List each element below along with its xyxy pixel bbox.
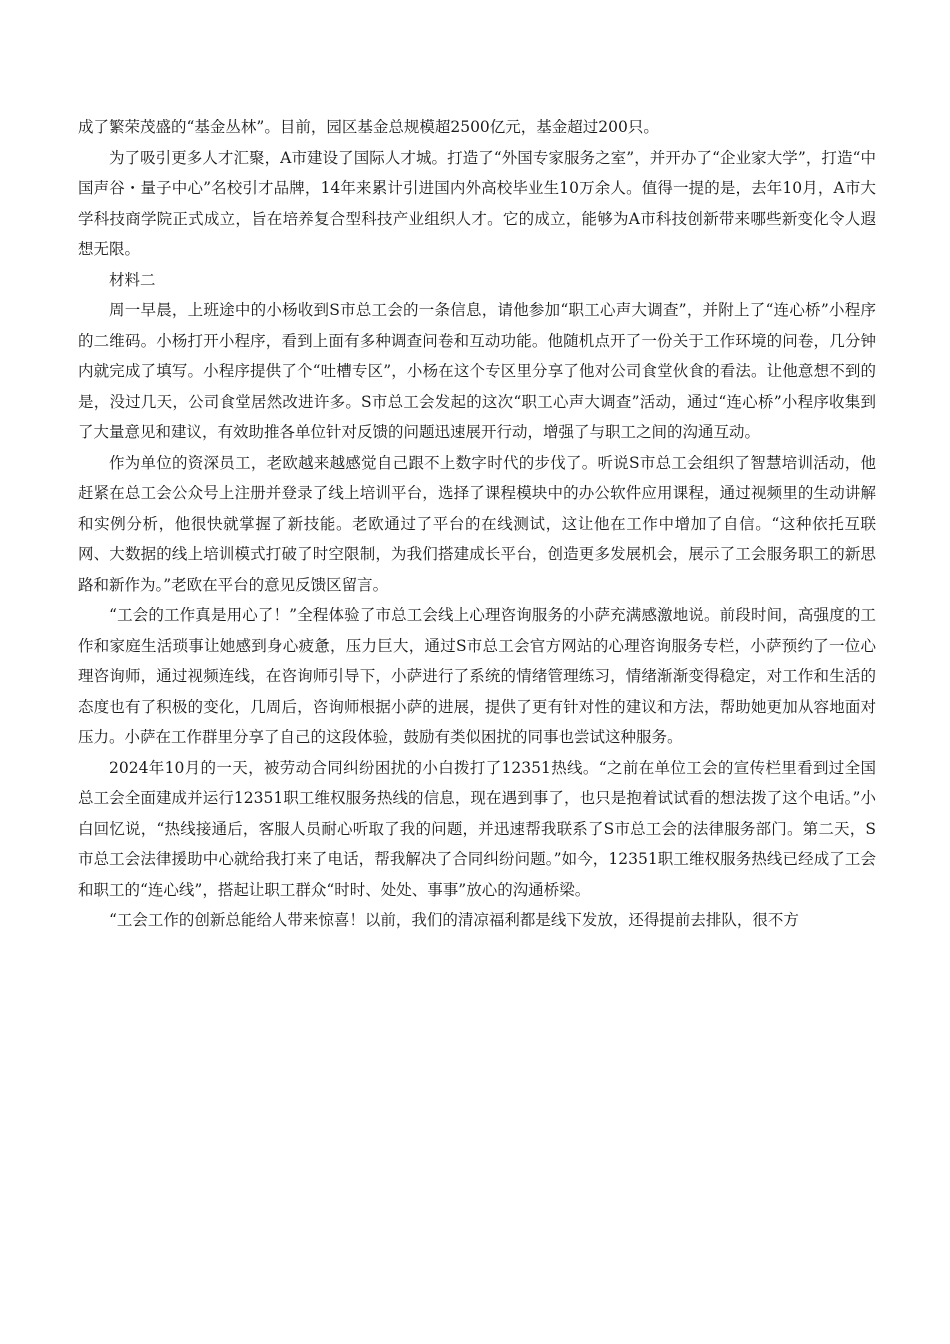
paragraph-fund-forest: 成了繁荣茂盛的“基金丛林”。目前，园区基金总规模超2500亿元，基金超过200只。 <box>78 118 659 136</box>
paragraph-xiaosa: “工会的工作真是用心了！”全程体验了市总工会线上心理咨询服务的小萨充满感激地说。前段时间，高强度的工作和家庭生活琐事让她感到身心疲惫，压力巨大，通过S市总工会官方网站的心理咨询服务专栏，小萨预约了一位心理咨询师，通过视频连线，在咨询师引导下，小萨进行了系统的情绪管理练习，情绪渐渐变得稳定，对工作和生活的态度也有了积极的变化，几周后，咨询师根据小萨的进展，提供了更有针对性的建议和方法，帮助她更加从容地面对压力。小萨在工作群里分享了自己的这段体验，鼓励有类似困扰的同事也尝试这种服务。 <box>78 606 876 746</box>
paragraph-laoou: 作为单位的资深员工，老欧越来越感觉自己跟不上数字时代的步伐了。听说S市总工会组织了智慧培训活动，他赶紧在总工会公众号上注册并登录了线上培训平台，选择了课程模块中的办公软件应用课程，通过视频里的生动讲解和实例分析，他很快就掌握了新技能。老欧通过了平台的在线测试，这让他在工作中增加了自信。“这种依托互联网、大数据的线上培训模式打破了时空限制，为我们搭建成长平台，创造更多发展机会，展示了工会服务职工的新思路和新作为。”老欧在平台的意见反馈区留言。 <box>78 453 876 594</box>
paragraph-xiaobai: 2024年10月的一天，被劳动合同纠纷困扰的小白拨打了12351热线。“之前在单位工会的宣传栏里看到过全国总工会全面建成并运行12351职工维权服务热线的信息，现在遇到事了，也只是抱着试试看的想法拨了这个电话。”小白回忆说，“热线接通后，客服人员耐心听取了我的问题，并迅速帮我联系了S市总工会的法律服务部门。第二天，S市总工会法律援助中心就给我打来了电话，帮我解决了合同纠纷问题。”如今，12351职工维权服务热线已经成了工会和职工的“连心线”，搭起让职工群众“时时、处处、事事”放心的沟通桥梁。 <box>78 758 876 899</box>
paragraph-xiaoyang: 周一早晨，上班途中的小杨收到S市总工会的一条信息，请他参加“职工心声大调查”，并附上了“连心桥”小程序的二维码。小杨打开小程序，看到上面有多种调查问卷和互动功能。他随机点开了一份关于工作环境的问卷，几分钟内就完成了填写。小程序提供了个“吐槽专区”，小杨在这个专区里分享了他对公司食堂伙食的看法。让他意想不到的是，没过几天，公司食堂居然改进许多。S市总工会发起的这次“职工心声大调查”活动，通过“连心桥”小程序收集到了大量意见和建议，有效助推各单位针对反馈的问题迅速展开行动，增强了与职工之间的沟通互动。 <box>78 301 876 441</box>
section-heading-material-two: 材料二 <box>109 270 156 289</box>
paragraph-cool-benefits: “工会工作的创新总能给人带来惊喜！以前，我们的清凉福利都是线下发放，还得提前去排队，很不方 <box>109 911 799 929</box>
paragraph-talent-city: 为了吸引更多人才汇聚，A市建设了国际人才城。打造了“外国专家服务之室”，并开办了“企业家大学”，打造“中国声谷・量子中心”名校引才品牌，14年来累计引进国内外高校毕业生10万余人。值得一提的是，去年10月，A市大学科技商学院正式成立，旨在培养复合型科技产业组织人才。它的成立，能够为A市科技创新带来哪些新变化令人遐想无限。 <box>78 148 876 258</box>
